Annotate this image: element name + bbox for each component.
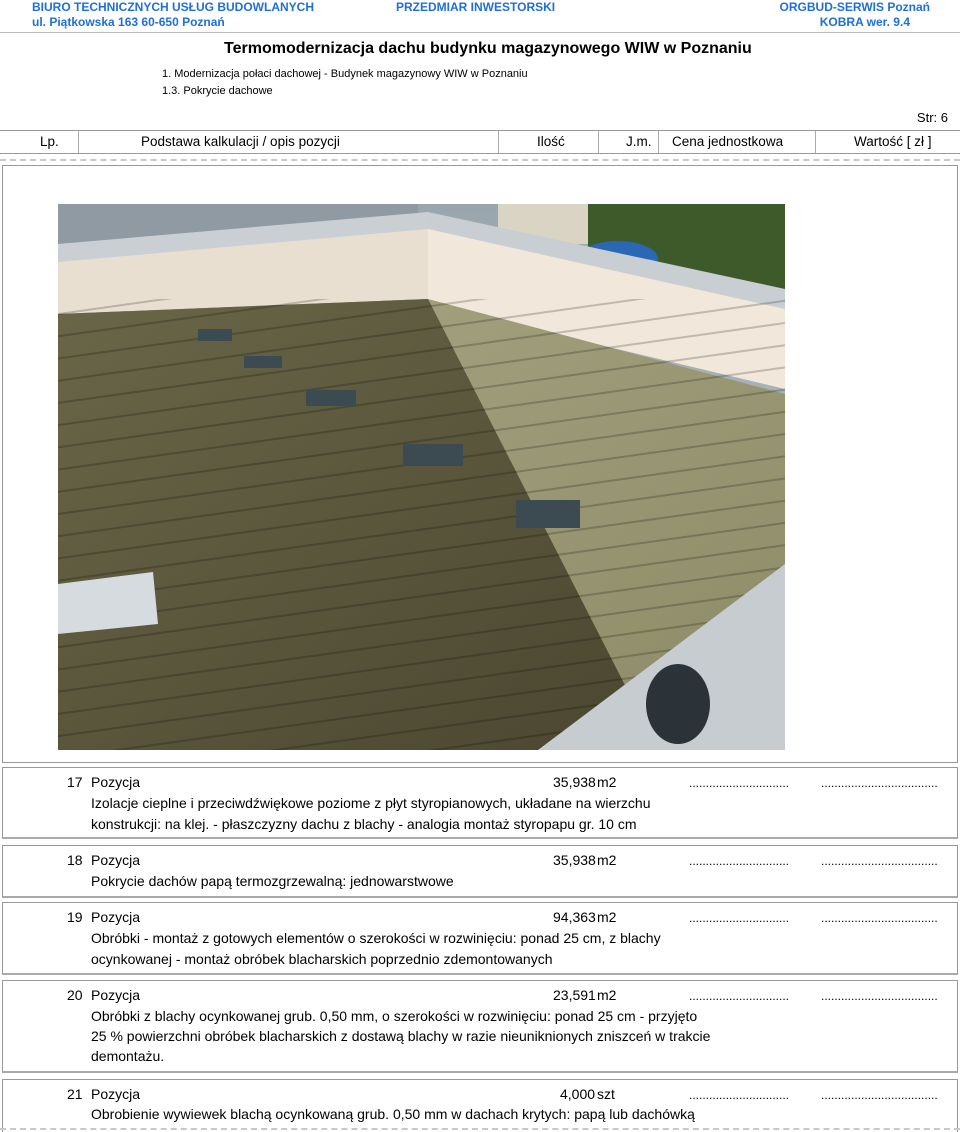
item-value: ................................... <box>821 989 938 1003</box>
item-label: Pozycja <box>91 1086 141 1102</box>
software-name: ORGBUD-SERWIS Poznań <box>779 0 930 14</box>
item-description: Obróbki - montaż z gotowych elementów o szerokości w rozwinięciu: ponad 25 cm, z blachy <box>91 930 661 946</box>
column-separator <box>815 131 816 153</box>
item-box <box>2 845 958 898</box>
item-number: 18 <box>67 852 83 868</box>
item-description: konstrukcji: na klej. - płaszczyzny dachu z blachy - analogia montaż styropapu gr. 10 cm <box>91 816 637 832</box>
item-label: Pozycja <box>91 987 141 1003</box>
dashed-divider <box>0 159 960 161</box>
column-separator <box>658 131 659 153</box>
item-unit: m2 <box>597 852 617 868</box>
column-quantity: Ilość <box>537 134 565 149</box>
page-title: Termomodernizacja dachu budynku magazynowego WIW w Poznaniu <box>224 40 752 57</box>
item-quantity: 4,000 <box>560 1086 596 1102</box>
item-unit: m2 <box>597 909 617 925</box>
item-number: 20 <box>67 987 83 1003</box>
item-label: Pozycja <box>91 852 141 868</box>
column-basis: Podstawa kalkulacji / opis pozycji <box>141 134 340 149</box>
item-unit: m2 <box>597 987 617 1003</box>
roof-photo <box>58 204 785 750</box>
item-unit-price: .............................. <box>689 989 790 1003</box>
column-separator <box>498 131 499 153</box>
item-quantity: 94,363 <box>553 909 596 925</box>
column-unit: J.m. <box>626 134 652 149</box>
page-number: Str: 6 <box>916 110 948 125</box>
item-quantity: 23,591 <box>553 987 596 1003</box>
dashed-divider <box>0 1128 960 1130</box>
item-number: 19 <box>67 909 83 925</box>
item-unit-price: .............................. <box>689 776 790 790</box>
software-version: KOBRA wer. 9.4 <box>819 15 910 29</box>
item-description: Obrobienie wywiewek blachą ocynkowaną grub. 0,50 mm w dachach krytych: papą lub dachówką <box>91 1106 695 1122</box>
item-value: ................................... <box>821 854 938 868</box>
item-label: Pozycja <box>91 909 141 925</box>
header-divider <box>0 32 960 33</box>
column-separator <box>598 131 599 153</box>
item-label: Pozycja <box>91 774 141 790</box>
item-unit: szt <box>597 1086 615 1102</box>
item-value: ................................... <box>821 911 938 925</box>
item-value: ................................... <box>821 1088 938 1102</box>
column-separator <box>78 131 79 153</box>
item-unit-price: .............................. <box>689 1088 790 1102</box>
column-unit-price: Cena jednostkowa <box>672 134 784 149</box>
company-name: BIURO TECHNICZNYCH USŁUG BUDOWLANYCH <box>32 0 314 14</box>
document-type: PRZEDMIAR INWESTORSKI <box>396 0 556 14</box>
item-quantity: 35,938 <box>553 774 596 790</box>
item-number: 21 <box>67 1086 83 1102</box>
item-unit-price: .............................. <box>689 854 790 868</box>
column-value: Wartość [ zł ] <box>854 134 932 149</box>
item-description: Obróbki z blachy ocynkowanej grub. 0,50 mm, o szerokości w rozwinięciu: ponad 25 cm - przyjęto <box>91 1008 698 1024</box>
item-number: 17 <box>67 774 83 790</box>
breadcrumb-section: 1. Modernizacja połaci dachowej - Budynek magazynowy WIW w Poznaniu <box>162 68 528 80</box>
item-unit: m2 <box>597 774 617 790</box>
item-description: demontażu. <box>91 1048 165 1064</box>
item-quantity: 35,938 <box>553 852 596 868</box>
column-lp: Lp. <box>40 134 59 149</box>
item-value: ................................... <box>821 776 938 790</box>
item-description: 25 % powierzchni obróbek blacharskich z dostawą blachy w razie nieuniknionych zniszceń w trakcie <box>91 1028 711 1044</box>
item-unit-price: .............................. <box>689 911 790 925</box>
item-description: Pokrycie dachów papą termozgrzewalną: jednowarstwowe <box>91 873 454 889</box>
item-description: Izolacje cieplne i przeciwdźwiękowe poziome z płyt styropianowych, układane na wierzchu <box>91 795 651 811</box>
item-description: ocynkowanej - montaż obróbek blacharskich poprzednio zdemontowanych <box>91 951 553 967</box>
company-address: ul. Piątkowska 163 60-650 Poznań <box>32 15 225 29</box>
breadcrumb-subsection: 1.3. Pokrycie dachowe <box>162 85 273 97</box>
